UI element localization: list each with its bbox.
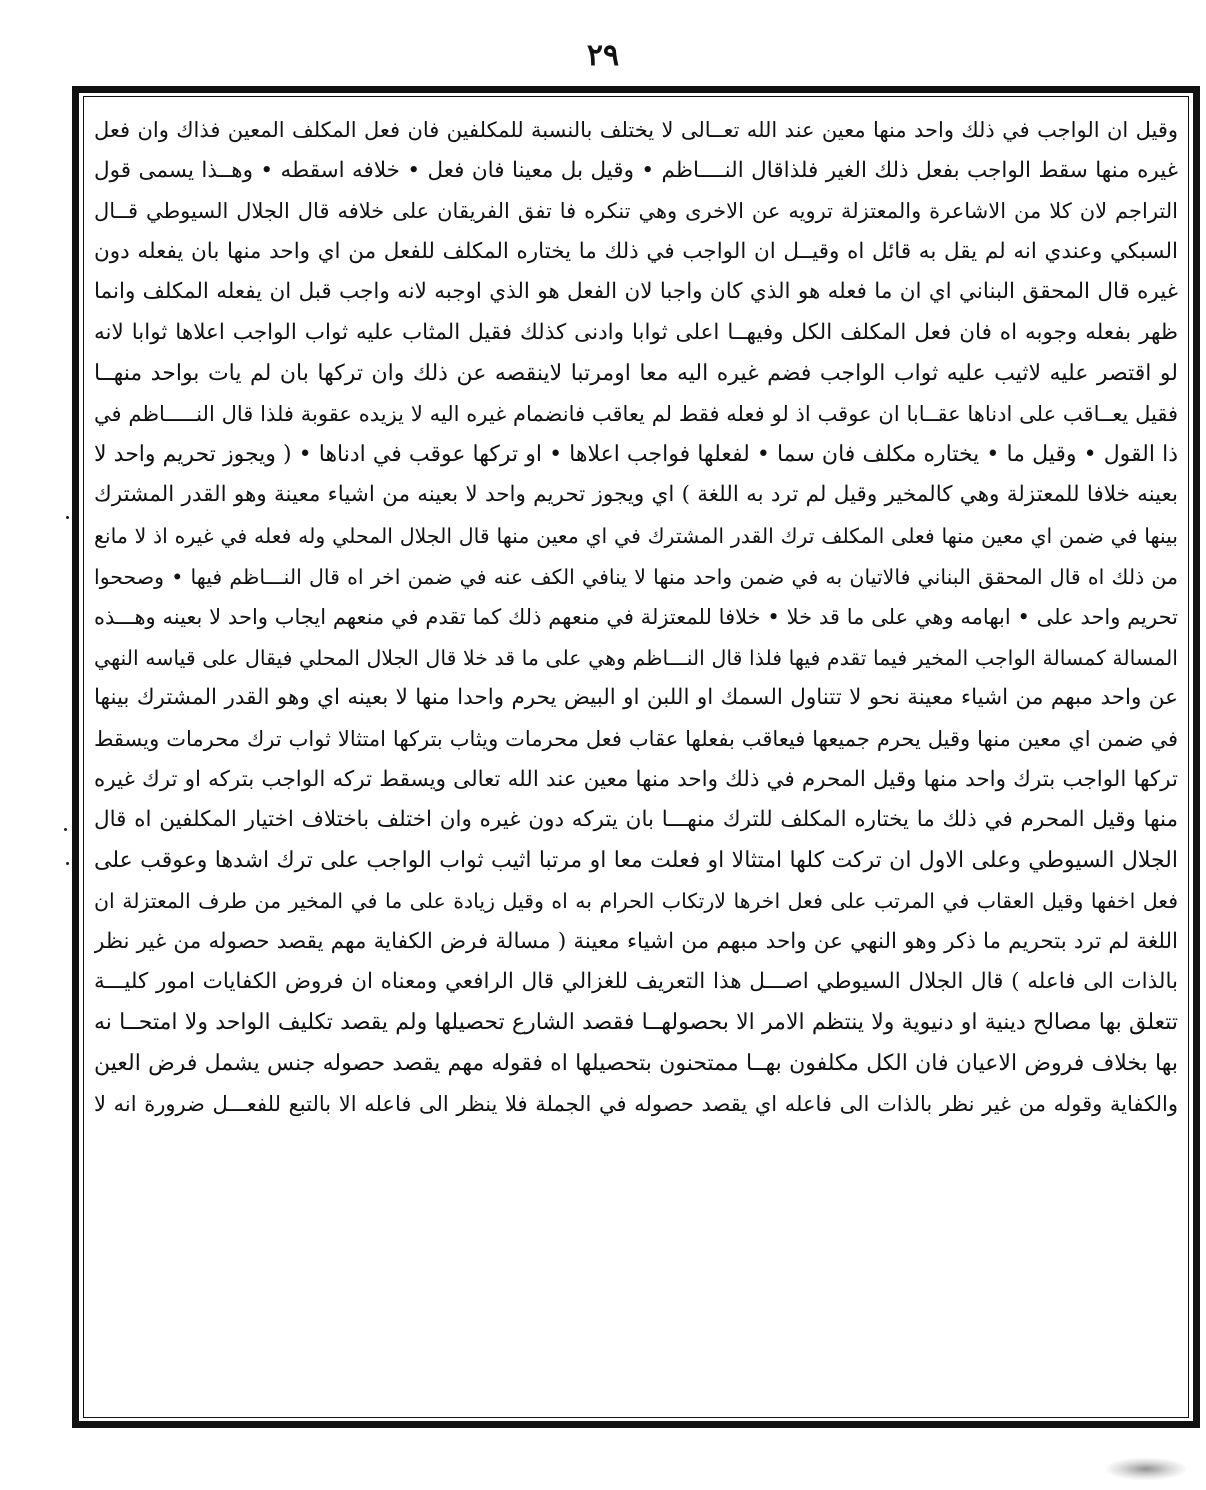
body-text [94,110,1178,1410]
scan-smudge [1106,1458,1186,1480]
text-line: بعينه خلافا للمعتزلة وهي كالمخير وقيل لم ترد به اللغة ) اي ويجوز تحريم واحد لا بعينه من اشياء معينة وهو القدر المشترك [94,482,1178,508]
text-line: ذا القول • وقيل ما • يختاره مكلف فان سما • لفعلها فواجب اعلاها • او تركها عوقب في ادناها • ( ويجوز تحريم واحد لا [94,441,1178,467]
text-line: عن واحد مبهم من اشياء معينة نحو لا تتناول السمك او اللبن او البيض يحرم واحدا منها لا بعينه اي وهو القدر المشترك بينها [94,685,1178,711]
text-line: والكفاية وقوله من غير نظر بالذات الى فاعله اي يقصد حصوله في الجملة فلا ينظر الى فاعله الا بالتبع للفعـــل ضرورة انه لا [94,1092,1178,1117]
text-line: غيره قال المحقق البناني اي ان ما فعله هو الذي كان واجبا لان الفعل هو الذي اوجبه لانه واجب قبل ان يفعله المكلف وانما [94,279,1178,305]
text-line: التراجم لان كلا من الاشاعرة والمعتزلة ترويه عن الاخرى وهي تنكره فا تفق الفريقان على خلافه قال الجلال السيوطي قــال [94,199,1178,224]
text-line: منها وقيل المحرم في ذلك ما يختاره المكلف للترك منهـــا بان يتركه دون غيره وان اختلف باختلاف اختيار المكلفين اه قال [94,807,1178,833]
text-line: في ضمن اي معين منها وقيل يحرم جميعها فيعاقب بفعلها عقاب فعل محرمات ويثاب بتركها امتثالا ثواب ترك محرمات ويسقط [94,726,1178,751]
margin-mark [64,828,67,831]
margin-mark [66,862,69,865]
text-line: وقيل ان الواجب في ذلك واحد منها معين عند الله تعــالى لا يختلف بالنسبة للمكلفين فان فعل المكلف المعين فذاك وان فعل [94,118,1178,142]
text-line: ظهر بفعله وجوبه اه فان فعل المكلف الكل وفيهــا اعلى ثوابا وادنى كذلك فقيل المثاب عليه ثواب الواجب اعلاها ثوابا لانه [94,319,1178,345]
text-line: فعل اخفها وقيل العقاب في المرتب على فعل اخرها لارتكاب الحرام به اه وقيل زيادة على ما في المخير من طرف المعتزلة ان [94,889,1178,914]
text-line: بها بخلاف فروض الاعيان فان الكل مكلفون بهــا ممتحنون بتحصيلها اه فقوله مهم يقصد حصوله جنس يشمل فرض العين [94,1050,1178,1076]
text-line: السبكي وعندي انه لم يقل به قائل اه وقيــل ان الواجب في ذلك ما يختاره المكلف للفعل من اي واحد منها بان يفعله دون [94,238,1178,264]
text-line: تركها الواجب بترك واحد منها وقيل المحرم في ذلك واحد منها معين عند الله تعالى ويسقط تركه الواجب بتركه او ترك غيره [94,766,1178,792]
text-line: تحريم واحد على • ابهامه وهي على ما قد خلا • خلافا للمعتزلة في منعهم ذلك كما تقدم في منعهم ايجاب واحد لا بعينه وهـــذه [94,605,1178,630]
text-line: فقيل يعــاقب على ادناها عقــابا ان عوقب اذ لو فعله فقط لم يعاقب فانضمام غيره اليه لا يزيده عقوبة فلذا قال النـــــاظم في [94,402,1178,427]
margin-mark [66,516,69,519]
text-line: اللغة لم ترد بتحريم ما ذكر وهو النهي عن واحد مبهم من اشياء معينة ( مسالة فرض الكفاية مهم يقصد حصوله من غير نظر [94,928,1178,954]
text-line: بينها في ضمن اي معين منها فعلى المكلف ترك القدر المشترك في اي معين منها قال الجلال المحلي وله فعله في غيره اذ لا مانع [94,523,1178,548]
text-line: غيره منها سقط الواجب بفعل ذلك الغير فلذاقال النــــاظم • وقيل بل معينا فان فعل • خلافه اسقطه • وهــذا يسمى قول [94,157,1178,183]
text-line: تتعلق بها مصالح دينية او دنيوية ولا ينتظم الامر الا بحصولهــا فقصد الشارع تحصيلها ولم يقصد تكليف الواحد ولا امتحــا نه [94,1010,1178,1036]
text-line: لو اقتصر عليه لاثيب عليه ثواب الواجب فضم غيره اليه معا اومرتبا لاينقصه عن ذلك وان تركها بان لم يات بواحد منهــا [94,360,1178,386]
text-line: من ذلك اه قال المحقق البناني فالاتيان به في ضمن واحد منها لا ينافي الكف عنه في ضمن اخر اه قال النـــاظم فيها • وصححوا [94,564,1178,589]
text-line: بالذات الى فاعله ) قال الجلال السيوطي اصـــل هذا التعريف للغزالي قال الرافعي ومعناه ان فروض الكفايات امور كليـــة [94,969,1178,995]
page-number: ٢٩ [586,38,620,73]
text-line: المسالة كمسالة الواجب المخير فيما تقدم فيها فلذا قال النـــاظم وهي على ما قد خلا قال الجلال المحلي فيقال على قياسه النهي [94,645,1178,670]
text-line: الجلال السيوطي وعلى الاول ان تركت كلها امتثالا او فعلت معا او مرتبا اثيب ثواب الواجب على ترك اشدها وعوقب على [94,847,1178,873]
